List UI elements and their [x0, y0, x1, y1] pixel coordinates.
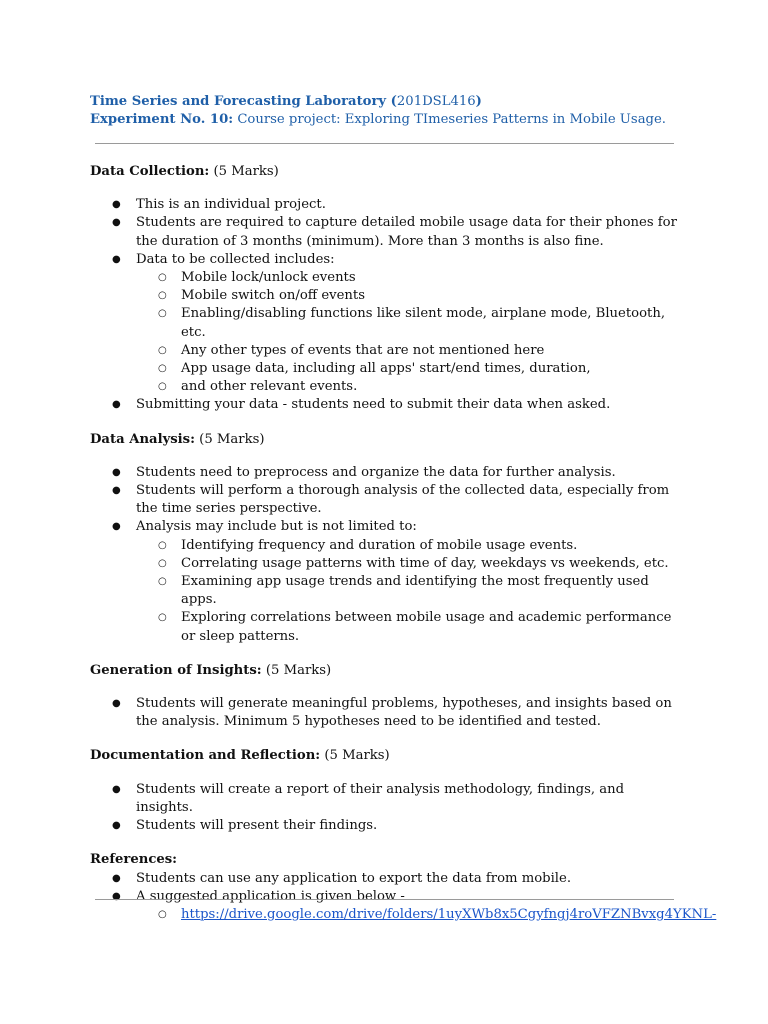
sub-list-item: ○ Mobile lock/unlock events: [136, 269, 680, 287]
sub-list-item: ○ and other relevant events.: [136, 378, 680, 396]
section-heading: Generation of Insights:: [90, 662, 262, 678]
section-marks: (5 Marks): [209, 164, 279, 179]
data-collection-sublist: [136, 269, 680, 396]
experiment-label: Experiment No. 10:: [90, 112, 234, 127]
sub-list-item: ○ Correlating usage patterns with time of day, weekdays vs weekends, etc.: [136, 555, 680, 573]
list-item-text: A suggested application is given below -: [136, 888, 405, 904]
section-heading: Documentation and Reflection:: [90, 748, 321, 764]
experiment-line: [90, 111, 690, 129]
list-item: ● Students will perform a thorough analysis of the collected data, especially from the time series perspective.: [90, 482, 680, 518]
list-item: ● Students will present their findings.: [90, 817, 680, 835]
insights-list: [90, 695, 680, 731]
list-item: ● Students will create a report of their analysis methodology, findings, and insights.: [90, 781, 680, 817]
section-heading: Data Collection:: [90, 164, 210, 179]
documentation-list: [90, 781, 680, 836]
list-item: [90, 251, 680, 397]
document-body: [90, 163, 717, 924]
list-item: ● This is an individual project.: [90, 196, 680, 214]
data-collection-list: [90, 196, 680, 414]
section-heading: Data Analysis:: [90, 431, 195, 447]
sub-list-item: [136, 906, 717, 924]
list-item-text: Data to be collected includes:: [136, 251, 335, 267]
course-title: Time Series and Forecasting Laboratory (: [90, 94, 397, 109]
references-list: [90, 870, 717, 925]
list-item: ● Students need to preprocess and organize the data for further analysis.: [90, 464, 680, 482]
list-item: [90, 518, 680, 645]
top-divider: [95, 143, 674, 144]
section-marks: (5 Marks): [320, 748, 390, 764]
sub-list-item: ○ Identifying frequency and duration of mobile usage events.: [136, 537, 680, 555]
data-analysis-list: [90, 464, 680, 646]
section-title-data-collection: [90, 163, 680, 181]
section-marks: (5 Marks): [261, 662, 332, 678]
sub-list-item: ○ Enabling/disabling functions like silent mode, airplane mode, Bluetooth, etc.: [136, 305, 680, 341]
sub-list-item: ○ App usage data, including all apps' start/end times, duration,: [136, 360, 680, 378]
suggested-app-link[interactable]: https://drive.google.com/drive/folders/1uyXWb8x5Cgyfngj4roVFZNBvxg4YKNL-: [181, 906, 717, 922]
bottom-divider: [95, 899, 674, 900]
section-heading: References:: [90, 852, 178, 868]
sub-list-item: ○ Examining app usage trends and identifying the most frequently used apps.: [136, 573, 680, 609]
sub-list-item: ○ Exploring correlations between mobile usage and academic performance or sleep patterns.: [136, 609, 680, 645]
list-item: ● Students are required to capture detailed mobile usage data for their phones for the duration of 3 months (minimum). More than 3 months is also fine.: [90, 214, 680, 250]
course-title-line: [90, 93, 690, 111]
list-item-text: Analysis may include but is not limited to:: [136, 519, 417, 535]
section-title-references: [90, 851, 680, 869]
course-code: 201DSL416: [396, 94, 476, 109]
section-title-documentation: [90, 747, 680, 765]
list-item: ● Submitting your data - students need to submit their data when asked.: [90, 396, 680, 414]
references-sublist: [136, 906, 717, 924]
document-header: [90, 93, 690, 129]
data-analysis-sublist: [136, 537, 680, 646]
experiment-text: Course project: Exploring TImeseries Patterns in Mobile Usage.: [233, 112, 666, 127]
course-close-paren: ): [475, 94, 482, 109]
section-title-data-analysis: [90, 431, 680, 449]
list-item: [90, 888, 717, 924]
list-item: ● Students will generate meaningful problems, hypotheses, and insights based on the analysis. Minimum 5 hypotheses need to be identified and tested.: [90, 695, 680, 731]
section-marks: (5 Marks): [194, 431, 265, 447]
sub-list-item: ○ Any other types of events that are not mentioned here: [136, 342, 680, 360]
list-item: ● Students can use any application to export the data from mobile.: [90, 870, 680, 888]
sub-list-item: ○ Mobile switch on/off events: [136, 287, 680, 305]
section-title-insights: [90, 662, 680, 680]
